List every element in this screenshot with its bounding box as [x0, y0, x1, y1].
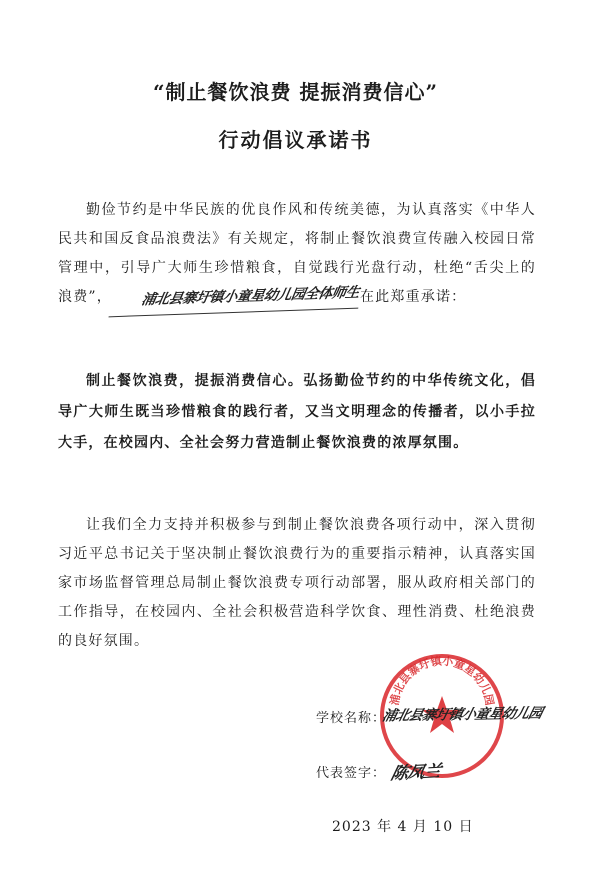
school-name-handwritten: 浦北县寨圩镇小童星幼儿园: [380, 705, 544, 725]
paragraph-3: 让我们全力支持并积极参与到制止餐饮浪费各项行动中，深入贯彻习近平总书记关于坚决制止餐饮浪费行为的重要指示精神，认真落实国家市场监督管理总局制止餐饮浪费专项行动部署，服从政府相关部门的工作指导，在校园内、全社会积极营造科学饮食、理性消费、杜绝浪费的良好氛围。: [58, 517, 536, 649]
handwritten-school-name: 浦北县寨圩镇小童星幼儿园全体师生: [108, 279, 363, 318]
paragraph-1-text: 勤俭节约是中华民族的优良作风和传统美德，为认真落实《中华人民共和国反食品浪费法》有关规定，将制止餐饮浪费宣传融入校园日常管理中，引导广大师生珍惜粮食，自觉践行光盘行动，杜绝“舌尖上的浪费”，: [58, 202, 536, 305]
representative-signature-label: 代表签字：: [316, 766, 387, 781]
seal-text: 浦北县寨圩镇小童星幼儿园: [387, 654, 497, 707]
document-subtitle: 行动倡议承诺书: [218, 128, 373, 152]
representative-signature: 陈凤兰: [388, 761, 443, 785]
paragraph-1-end: 在此郑重承诺：: [359, 289, 467, 305]
school-name-label: 学校名称：: [316, 711, 387, 726]
signing-date: 2023 年 4 月 10 日: [332, 819, 474, 835]
paragraph-2-commitment: 制止餐饮浪费，提振消费信心。弘扬勤俭节约的中华传统文化，倡导广大师生既当珍惜粮食的践行者，又当文明理念的传播者，以小手拉大手，在校园内、全社会努力营造制止餐饮浪费的浓厚氛围。: [58, 373, 536, 451]
document-title: “制止餐饮浪费 提振消费信心”: [153, 80, 438, 104]
